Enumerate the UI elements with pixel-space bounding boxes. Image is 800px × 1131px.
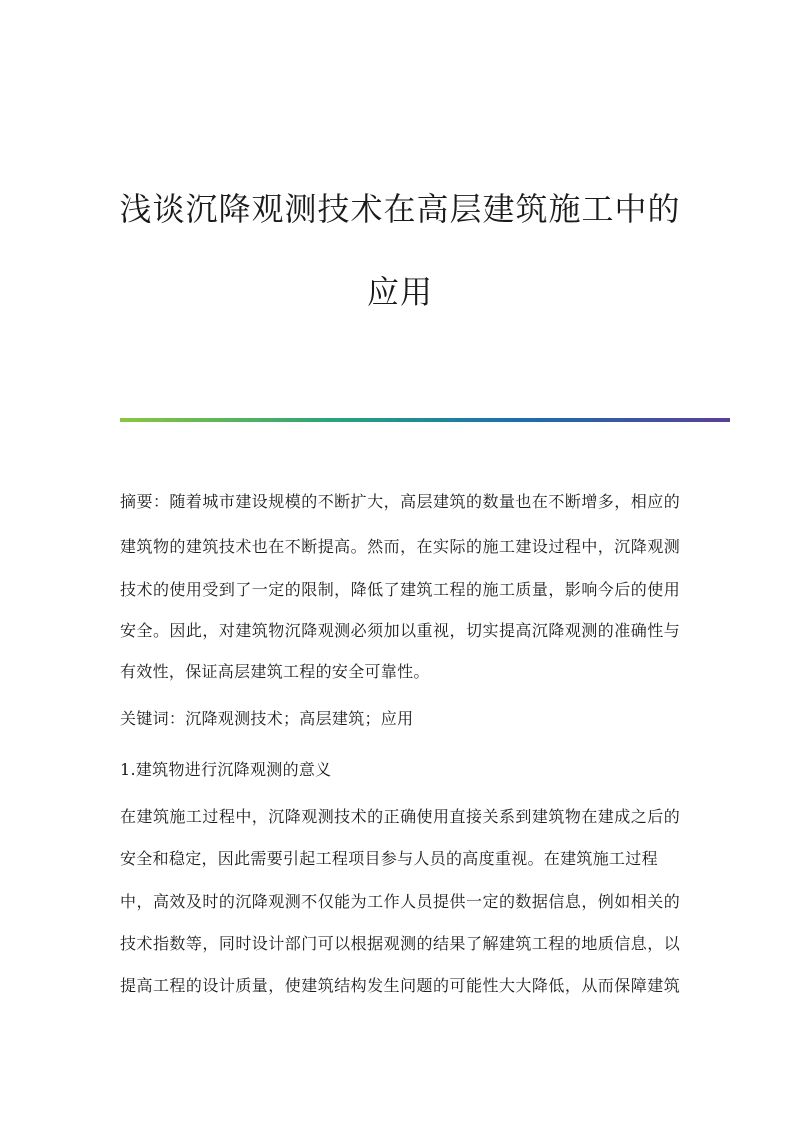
document-title-line-2: 应用 xyxy=(366,273,433,311)
section-1-line-4: 技术指数等，同时设计部门可以根据观测的结果了解建筑工程的地质信息，以 xyxy=(120,934,680,953)
section-1-line-5: 提高工程的设计质量，使建筑结构发生问题的可能性大大降低，从而保障建筑 xyxy=(120,976,680,995)
abstract-line-4: 安全。因此，对建筑物沉降观测必须加以重视，切实提高沉降观测的准确性与 xyxy=(120,621,680,640)
abstract-line-3: 技术的使用受到了一定的限制，降低了建筑工程的施工质量，影响今后的使用 xyxy=(120,580,680,599)
gradient-divider xyxy=(120,418,730,422)
abstract-line-2: 建筑物的建筑技术也在不断提高。然而，在实际的施工建设过程中，沉降观测 xyxy=(120,537,680,556)
abstract-line-5: 有效性，保证高层建筑工程的安全可靠性。 xyxy=(120,662,430,681)
document-title-line-1: 浅谈沉降观测技术在高层建筑施工中的 xyxy=(119,190,681,228)
section-1-line-2: 安全和稳定，因此需要引起工程项目参与人员的高度重视。在建筑施工过程 xyxy=(120,849,658,868)
section-1-heading: 1.建筑物进行沉降观测的意义 xyxy=(120,760,332,779)
keywords-line: 关键词：沉降观测技术；高层建筑；应用 xyxy=(120,709,414,728)
section-1-line-3: 中，高效及时的沉降观测不仅能为工作人员提供一定的数据信息，例如相关的 xyxy=(120,892,680,911)
section-1-line-1: 在建筑施工过程中，沉降观测技术的正确使用直接关系到建筑物在建成之后的 xyxy=(120,807,680,826)
abstract-line-1: 摘要：随着城市建设规模的不断扩大，高层建筑的数量也在不断增多，相应的 xyxy=(120,492,680,511)
